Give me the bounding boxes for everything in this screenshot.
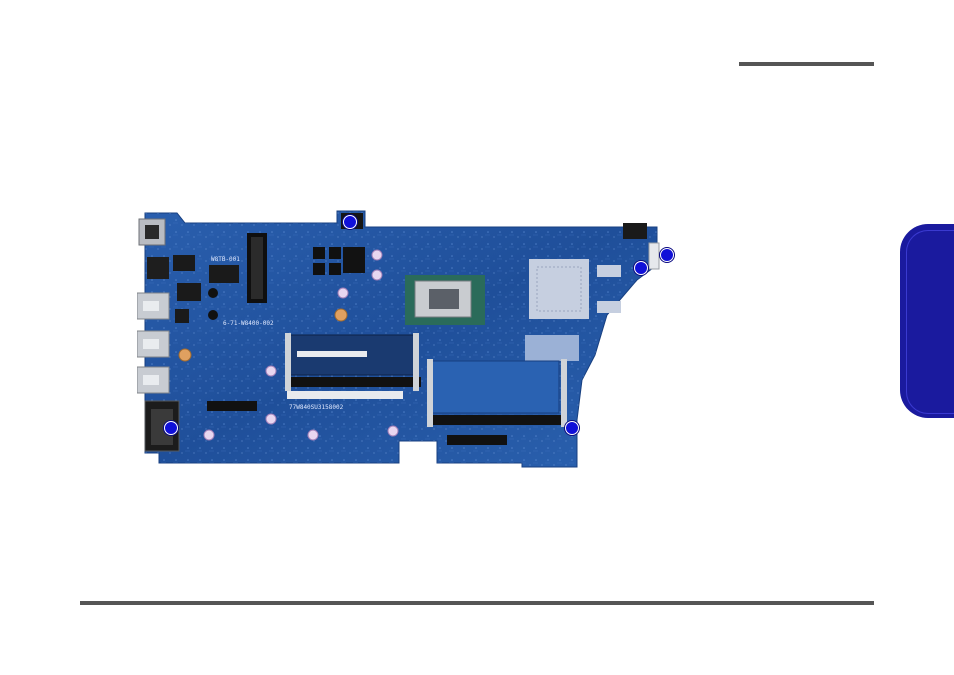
bios-chip [209,265,239,283]
screw-marker-3 [660,248,674,262]
pch-chip-area [529,259,589,319]
ram-label: 77W840SU3158002 [289,404,344,411]
screw-marker-1 [343,215,357,229]
screw-marker-4 [164,421,178,435]
screw-marker-2 [634,261,648,275]
edge-connector [649,243,659,269]
mainboard-photo [137,205,679,475]
cpu [405,275,485,325]
mainboard-illustration [137,205,679,475]
header-rule [739,62,874,66]
chip-label: W8TB-001 [211,256,240,263]
rj45-port [147,257,169,279]
screw-marker-5 [565,421,579,435]
silkscreen-label: 6-71-W8400-002 [223,320,274,327]
chapter-side-tab-outline [906,230,954,414]
footer-rule [80,601,874,605]
